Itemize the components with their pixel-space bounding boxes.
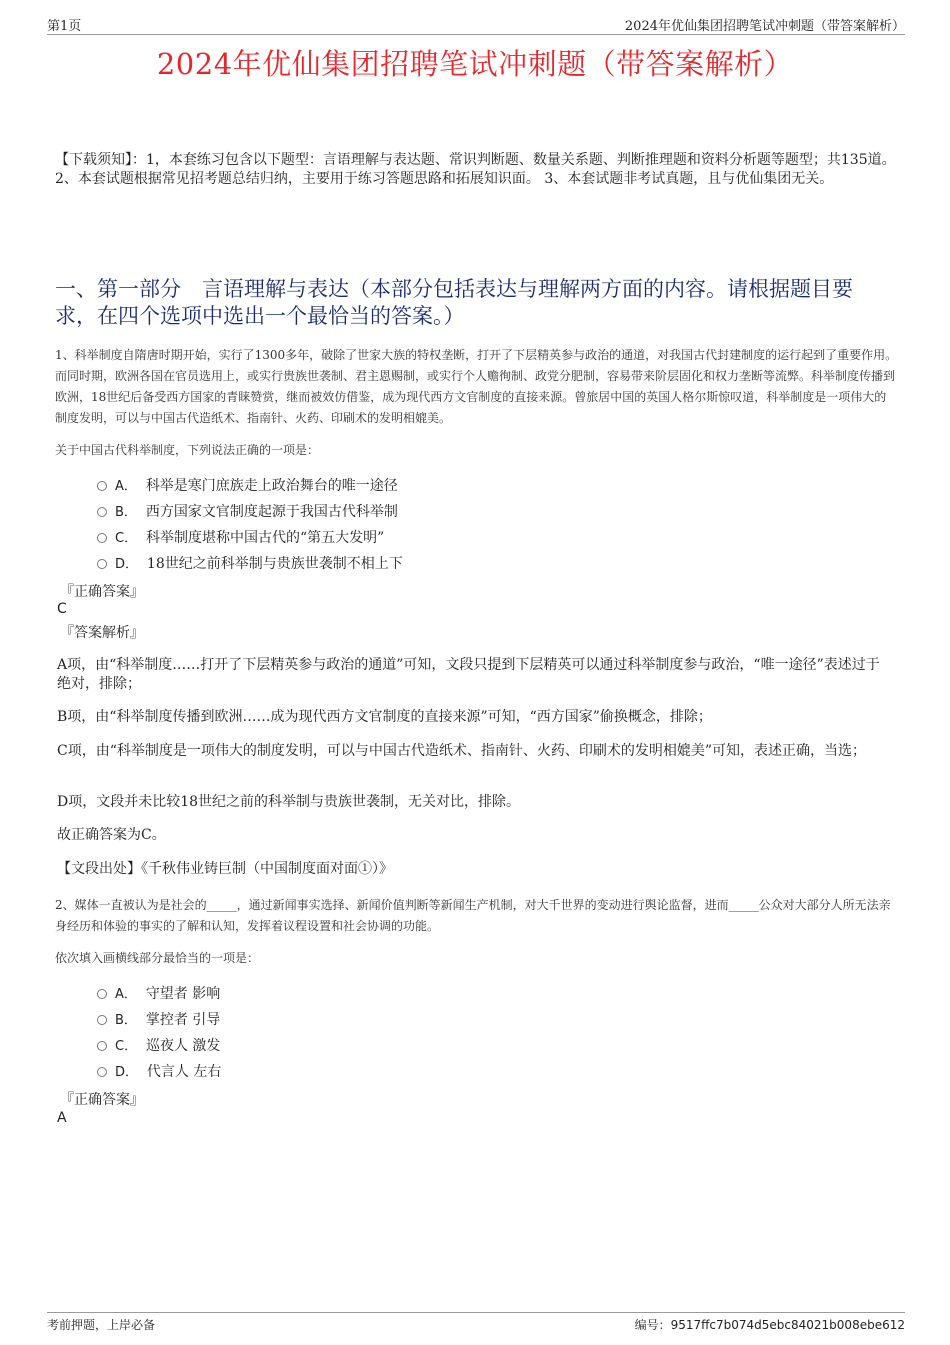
- page-title: 2024年优仙集团招聘笔试冲刺题（带答案解析）: [156, 47, 794, 81]
- page-number: 第1页: [47, 19, 82, 34]
- q1-analysis-d: D项，文段并未比较18世纪之前的科举制与贵族世袭制，无关对比，排除。: [57, 794, 521, 810]
- q1-analysis-a: A项，由“科举制度……打开了下层精英参与政治的通道”可知，文段只提到下层精英可以通过科举制度参与政治，“唯一途径”表述过于绝对，排除；: [57, 657, 880, 692]
- radio-icon[interactable]: [97, 1015, 107, 1025]
- q2-ask: 依次填入画横线部分最恰当的一项是：: [55, 951, 260, 965]
- q1-analysis-b: B项，由“科举制度传播到欧洲……成为现代西方文官制度的直接来源”可知，“西方国家”偷换概念，排除；: [57, 709, 712, 725]
- radio-icon[interactable]: [97, 533, 107, 543]
- q2-answer-label: 『正确答案』: [60, 1092, 144, 1108]
- q2-option-c[interactable]: C． 巡夜人 激发: [97, 1036, 220, 1056]
- q1-analysis-c: C项，由“科举制度是一项伟大的制度发明，可以与中国古代造纸术、指南针、火药、印刷术的发明相媲美”可知，表述正确，当选；: [57, 743, 867, 759]
- footer-slogan: 考前押题，上岸必备: [47, 1318, 156, 1332]
- option-text: 科举是寒门庶族走上政治舞台的唯一途径: [145, 478, 398, 494]
- option-text: 科举制度堪称中国古代的“第五大发明”: [145, 530, 385, 546]
- q2-option-d[interactable]: D． 代言人 左右: [97, 1062, 221, 1082]
- radio-icon[interactable]: [97, 559, 107, 569]
- page-footer: [47, 1312, 905, 1332]
- option-text: 掌控者 引导: [145, 1012, 221, 1028]
- q1-source: 【文段出处】《千秋伟业铸巨制（中国制度面对面①）》: [57, 861, 393, 877]
- q1-analysis-label: 『答案解析』: [60, 625, 144, 641]
- q1-option-d[interactable]: D． 18世纪之前科举制与贵族世袭制不相上下: [97, 554, 403, 574]
- download-notice: 【下载须知】：1，本套练习包含以下题型：言语理解与表达题、常识判断题、数量关系题、判断推理题和资料分析题等题型；共135道。 2、本套试题根据常见招考题总结归纳，主要用于练习答题思路和拓展知识面。 3、本套试题非考试真题，且与优仙集团无关。: [55, 152, 896, 187]
- option-text: 西方国家文官制度起源于我国古代科举制: [145, 504, 398, 520]
- section-heading: 一、第一部分 言语理解与表达（本部分包括表达与理解两方面的内容。请根据题目要求，在四个选项中选出一个最恰当的答案。）: [55, 277, 853, 328]
- option-text: 守望者 影响: [145, 986, 221, 1002]
- q1-ask: 关于中国古代科举制度，下列说法正确的一项是：: [55, 443, 320, 457]
- option-text: 18世纪之前科举制与贵族世袭制不相上下: [146, 556, 403, 572]
- q1-option-a[interactable]: A． 科举是寒门庶族走上政治舞台的唯一途径: [97, 476, 398, 496]
- radio-icon[interactable]: [97, 507, 107, 517]
- q1-conclusion: 故正确答案为C。: [57, 827, 166, 843]
- footer-code: 编号：9517ffc7b074d5ebc84021b008ebe612: [634, 1318, 905, 1332]
- radio-icon[interactable]: [97, 1041, 107, 1051]
- q1-option-b[interactable]: B． 西方国家文官制度起源于我国古代科举制: [97, 502, 398, 522]
- option-text: 巡夜人 激发: [145, 1038, 221, 1054]
- q1-passage: 1、科举制度自隋唐时期开始，实行了1300多年，破除了世家大族的特权垄断，打开了下层精英参与政治的通道，对我国古代封建制度的运行起到了重要作用。而同时期，欧洲各国在官员选用上，或实行贵族世袭制、君主恩赐制，或实行个人赡徇制、政党分肥制，容易带来阶层固化和权力垄断等流弊。科举制度传播到欧洲，18世纪后备受西方国家的青睐赞赏，继而被效仿借鉴，成为现代西方文官制度的直接来源。曾旅居中国的英国人格尔斯惊叹道，科举制度是一项伟大的制度发明，可以与中国古代造纸术、指南针、火药、印刷术的发明相媲美。: [55, 348, 898, 425]
- radio-icon[interactable]: [97, 989, 107, 999]
- q2-option-a[interactable]: A． 守望者 影响: [97, 984, 220, 1004]
- radio-icon[interactable]: [97, 481, 107, 491]
- radio-icon[interactable]: [97, 1067, 107, 1077]
- header-doc-title: 2024年优仙集团招聘笔试冲刺题（带答案解析）: [624, 19, 905, 34]
- page-header: [47, 14, 905, 35]
- q1-answer: C: [57, 601, 67, 617]
- option-text: 代言人 左右: [146, 1064, 222, 1080]
- q1-option-c[interactable]: C． 科举制度堪称中国古代的“第五大发明”: [97, 528, 384, 548]
- q2-option-b[interactable]: B． 掌控者 引导: [97, 1010, 220, 1030]
- q2-answer: A: [57, 1110, 67, 1126]
- q1-answer-label: 『正确答案』: [60, 584, 144, 600]
- q2-passage: 2、媒体一直被认为是社会的_____，通过新闻事实选择、新闻价值判断等新闻生产机制，对大千世界的变动进行舆论监督，进而_____公众对大部分人所无法亲身经历和体验的事实的了解和认知，发挥着议程设置和社会协调的功能。: [55, 898, 891, 933]
